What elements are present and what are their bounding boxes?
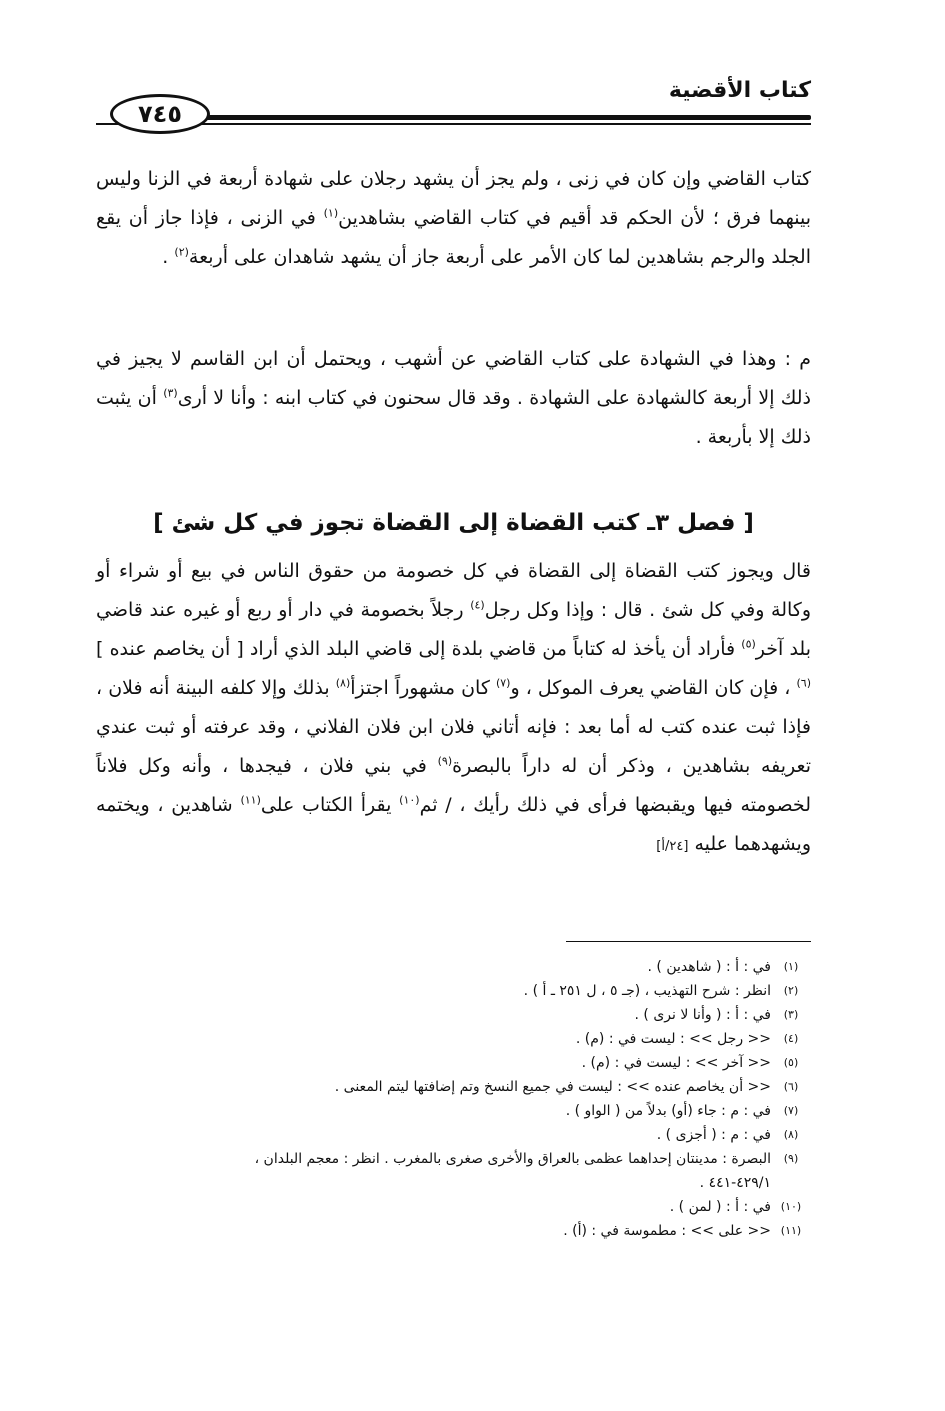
page-number: ٧٤٥ — [110, 94, 210, 134]
paragraph-2 — [96, 340, 811, 457]
paragraph-text: . — [162, 246, 175, 268]
footnote — [96, 1147, 811, 1171]
footnote-ref: (٥) — [741, 637, 756, 651]
footnote — [96, 979, 811, 1003]
footnote-text: << رجل >> : ليست في : (م) . — [575, 1031, 771, 1047]
paragraph-text: أن يثبت ذلك إلا بأربعة . — [96, 387, 811, 448]
footnote-number: (٧) — [783, 1104, 799, 1117]
running-title: كتاب الأقضية — [668, 78, 811, 103]
paragraph-text: كتاب القاضي وإن كان في زنى ، ولم يجز أن يشهد رجلان على شهادة أربعة في الزنا وليس بينهما فرق ؛ لأن الحكم قد أقيم في كتاب القاضي بشاهدين — [96, 168, 811, 229]
header-rule — [206, 115, 811, 120]
footnote-number: (٥) — [783, 1056, 799, 1069]
footnote — [96, 1195, 811, 1219]
footnote — [96, 1027, 811, 1051]
footnote-text: انظر : شرح التهذيب ، (جـ ٥ ، ل ٢٥١ ـ أ ) . — [523, 983, 771, 999]
footnote-ref: (١١) — [240, 793, 261, 807]
footnotes — [96, 955, 811, 1243]
footnote-number: (٤) — [783, 1032, 799, 1045]
footnote-number: (٩) — [783, 1152, 799, 1165]
footnote-number: (٦) — [783, 1080, 799, 1093]
paragraph-text: رجلاً بخصومة في دار أو ربع أو غيره عند قاضي بلد آخر — [96, 599, 811, 660]
footnote-ref: (١٠) — [399, 793, 420, 807]
paragraph-text: في الزنى ، فإذا جاز أن يقع الجلد والرجم بشاهدين لما كان الأمر على أربعة جاز أن يشهد شاهدان على أربعة — [96, 207, 811, 268]
footnote-number: (٨) — [783, 1128, 799, 1141]
footnote-number: (١٠) — [780, 1200, 802, 1213]
footnote-text: في : م : جاء (أو) بدلاً من ( الواو ) . — [565, 1103, 771, 1119]
footnote-number: (٣) — [783, 1008, 799, 1021]
footnote-ref: (٤) — [470, 598, 485, 612]
footnote-separator — [566, 941, 811, 942]
paragraph-text: بذلك وإلا كلفه البينة أنه فلان ، فإذا ثبت عنده كتب له أما بعد : فإنه أتاني فلان ابن فلان الفلاني ، وقد عرفته أو ثبت عندي تعريفه بشاهدين ، وذكر أن له داراً بالبصرة — [96, 677, 811, 777]
paragraph-text: م : وهذا في الشهادة على كتاب القاضي عن أشهب ، ويحتمل أن ابن القاسم لا يجيز في ذلك إلا أربعة كالشهادة على الشهادة . وقد قال سحنون في كتاب ابنه : وأنا لا أرى — [96, 348, 811, 409]
footnote-ref: (٨) — [335, 676, 351, 690]
footnote — [96, 1123, 811, 1147]
footnote — [96, 955, 811, 979]
paragraph-text: في بني فلان ، فيجدها ، وأنه وكل فلاناً لخصومته فيها ويقبضها فرأى في ذلك رأيك ، / ثم — [96, 755, 811, 816]
footnote-ref: (٧) — [495, 676, 511, 690]
footnote-ref: (٦) — [796, 676, 811, 690]
paragraph-1 — [96, 160, 811, 277]
paragraph-text: فأراد أن يأخذ له كتاباً من قاضي بلدة إلى قاضي البلد الذي أراد [ أن يخاصم عنده ] — [96, 638, 742, 660]
footnote-text: << آخر >> : ليست في : (م) . — [581, 1055, 771, 1071]
footnote-text: << أن يخاصم عنده >> : ليست في جميع النسخ وتم إضافتها ليتم المعنى . — [334, 1079, 771, 1095]
footnote-number: (٢) — [783, 984, 799, 997]
footnote-text: البصرة : مدينتان إحداهما عظمى بالعراق والأخرى صغرى بالمغرب . انظر : معجم البلدان ، — [254, 1151, 771, 1167]
footnote — [96, 1003, 811, 1027]
footnote-text: في : أ : ( شاهدين ) . — [647, 959, 771, 975]
footnote — [96, 1099, 811, 1123]
footnote — [96, 1075, 811, 1099]
page-header — [96, 78, 811, 138]
paragraph-3 — [96, 552, 811, 866]
footnote — [96, 1051, 811, 1075]
paragraph-text: يقرأ الكتاب على — [260, 794, 400, 816]
paragraph-text: شاهدين ، ويختمه ويشهدهما عليه — [96, 794, 811, 855]
footnote-text: في : أ : ( وأنا لا نرى ) . — [634, 1007, 771, 1023]
folio-mark: [٢٤/أ] — [656, 839, 689, 854]
paragraph-text: قال ويجوز كتب القضاة إلى القضاة في كل خصومة من حقوق الناس في بيع أو شراء أو وكالة وفي كل شئ . قال : وإذا وكل رجل — [96, 560, 812, 621]
paragraph-text: كان مشهوراً اجتزأ — [350, 677, 496, 699]
footnote-ref: (٢) — [174, 245, 189, 259]
footnote-ref: (١) — [323, 206, 339, 220]
footnote-continuation: ٤٢٩/١-٤٤١ . — [699, 1175, 771, 1191]
footnote-text: في : أ : ( لمن ) . — [669, 1199, 771, 1215]
footnote-ref: (٩) — [437, 754, 453, 768]
paragraph-text: ، فإن كان القاضي يعرف الموكل ، و — [510, 677, 797, 699]
footnote-ref: (٣) — [163, 386, 178, 400]
footnote — [96, 1219, 811, 1243]
footnote-text: في : م : ( أجزى ) . — [656, 1127, 771, 1143]
footnote-text: << على >> : مطموسة في : (أ) . — [563, 1223, 771, 1239]
footnote-number: (١١) — [780, 1224, 802, 1237]
footnote-number: (١) — [783, 960, 799, 973]
section-heading: [ فصل ٣ـ كتب القضاة إلى القضاة تجوز في كل شئ ] — [153, 510, 754, 536]
